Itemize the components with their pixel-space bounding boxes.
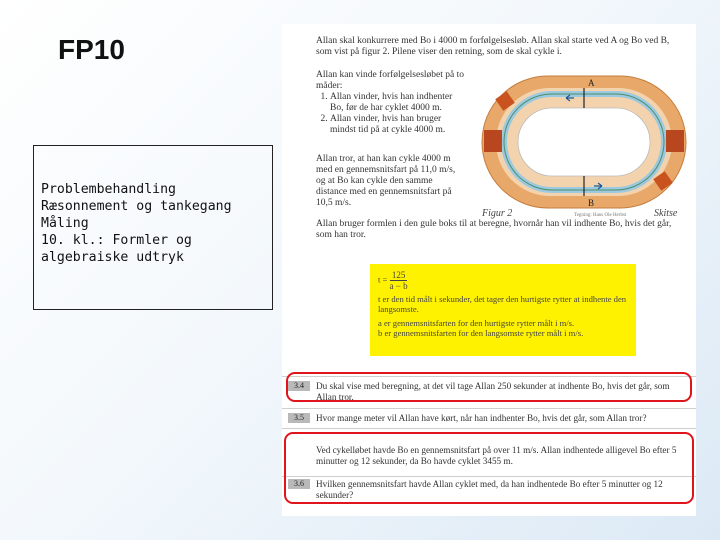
exam-page-image bbox=[282, 24, 696, 516]
topic-line: Måling bbox=[41, 216, 89, 231]
task-number: 3.5 bbox=[288, 413, 310, 423]
figure-label: Figur 2 bbox=[482, 208, 513, 219]
divider bbox=[282, 428, 696, 429]
a-definition: a er gennemsnitsfarten for den hurtigste rytter målt i m/s. bbox=[378, 318, 575, 328]
formula-intro-text: Allan bruger formlen i den gule boks til at beregne, hvornår han vil indhente Bo, hvis det går, som han tror. bbox=[316, 219, 672, 240]
figure-credit: Tegning: Hans Ole Herbst bbox=[574, 213, 627, 218]
sketch-label: Skitse bbox=[654, 208, 678, 219]
topic-line: Problembehandling bbox=[41, 182, 176, 197]
slide-title: FP10 bbox=[58, 34, 125, 65]
task-context-text: Ved cykelløbet havde Bo en gennemsnitsfart på over 11 m/s. Allan indhentede alligevel Bo efter 5 minutter og 12 sekunder, da Bo havde cyklet 3455 m. bbox=[316, 445, 677, 466]
win-conditions bbox=[316, 70, 466, 136]
formula-lhs: t = bbox=[378, 274, 388, 285]
point-b-label: B bbox=[588, 198, 595, 208]
formula bbox=[378, 270, 628, 291]
task-text: Du skal vise med beregning, at det vil tage Allan 250 sekunder at indhente Bo, hvis det går, som Allan tror. bbox=[316, 381, 670, 402]
formula-box bbox=[370, 264, 636, 356]
highlight-task-3-6 bbox=[284, 432, 694, 504]
intro-text: Allan skal konkurrere med Bo i 4000 m forfølgelsesløb. Allan skal starte ved A og Bo ved B, som vist på figur 2. Pilene viser den retning, som de skal cykle i. bbox=[316, 36, 670, 57]
topic-line: 10. kl.: Formler og algebraiske udtryk bbox=[41, 233, 192, 265]
win-way: 2. Allan vinder, hvis han bruger mindst tid på at cykle 4000 m. bbox=[330, 114, 466, 136]
point-a-label: A bbox=[588, 78, 595, 88]
allan-belief-text: Allan tror, at han kan cykle 4000 m med en gennemsnitsfart på 11,0 m/s, og at Bo kan cykle den samme distance med en gennemsnitsfart på 10,5 m/s. bbox=[316, 154, 456, 208]
highlight-task-3-4 bbox=[286, 372, 692, 402]
task-number: 3.6 bbox=[288, 479, 310, 489]
formula-numerator: 125 bbox=[391, 270, 406, 280]
b-definition: b er gennemsnitsfarten for den langsomste rytter målt i m/s. bbox=[378, 328, 584, 338]
t-definition: t er den tid målt i sekunder, det tager den hurtigste rytter at indhente den langsomste. bbox=[378, 294, 627, 314]
task-text: Hvor mange meter vil Allan have kørt, når han indhenter Bo, hvis det går, som Allan tror? bbox=[316, 413, 647, 423]
task-number: 3.4 bbox=[288, 381, 310, 391]
velodrome-track-drawing bbox=[474, 72, 694, 222]
topic-line: Ræsonnement og tankegang bbox=[41, 199, 232, 214]
win-way: 1. Allan vinder, hvis han indhenter Bo, før de har cyklet 4000 m. bbox=[330, 92, 466, 114]
formula-denominator: a − b bbox=[389, 281, 408, 291]
track-figure bbox=[474, 72, 694, 222]
win-intro: Allan kan vinde forfølgelsesløbet på to måder: bbox=[316, 70, 465, 91]
topic-box bbox=[33, 145, 273, 310]
formula-fraction bbox=[390, 270, 408, 291]
task-text: Hvilken gennemsnitsfart havde Allan cyklet med, da han indhentede Bo efter 5 minutter og 12 sekunder? bbox=[316, 479, 663, 500]
divider bbox=[282, 408, 696, 409]
